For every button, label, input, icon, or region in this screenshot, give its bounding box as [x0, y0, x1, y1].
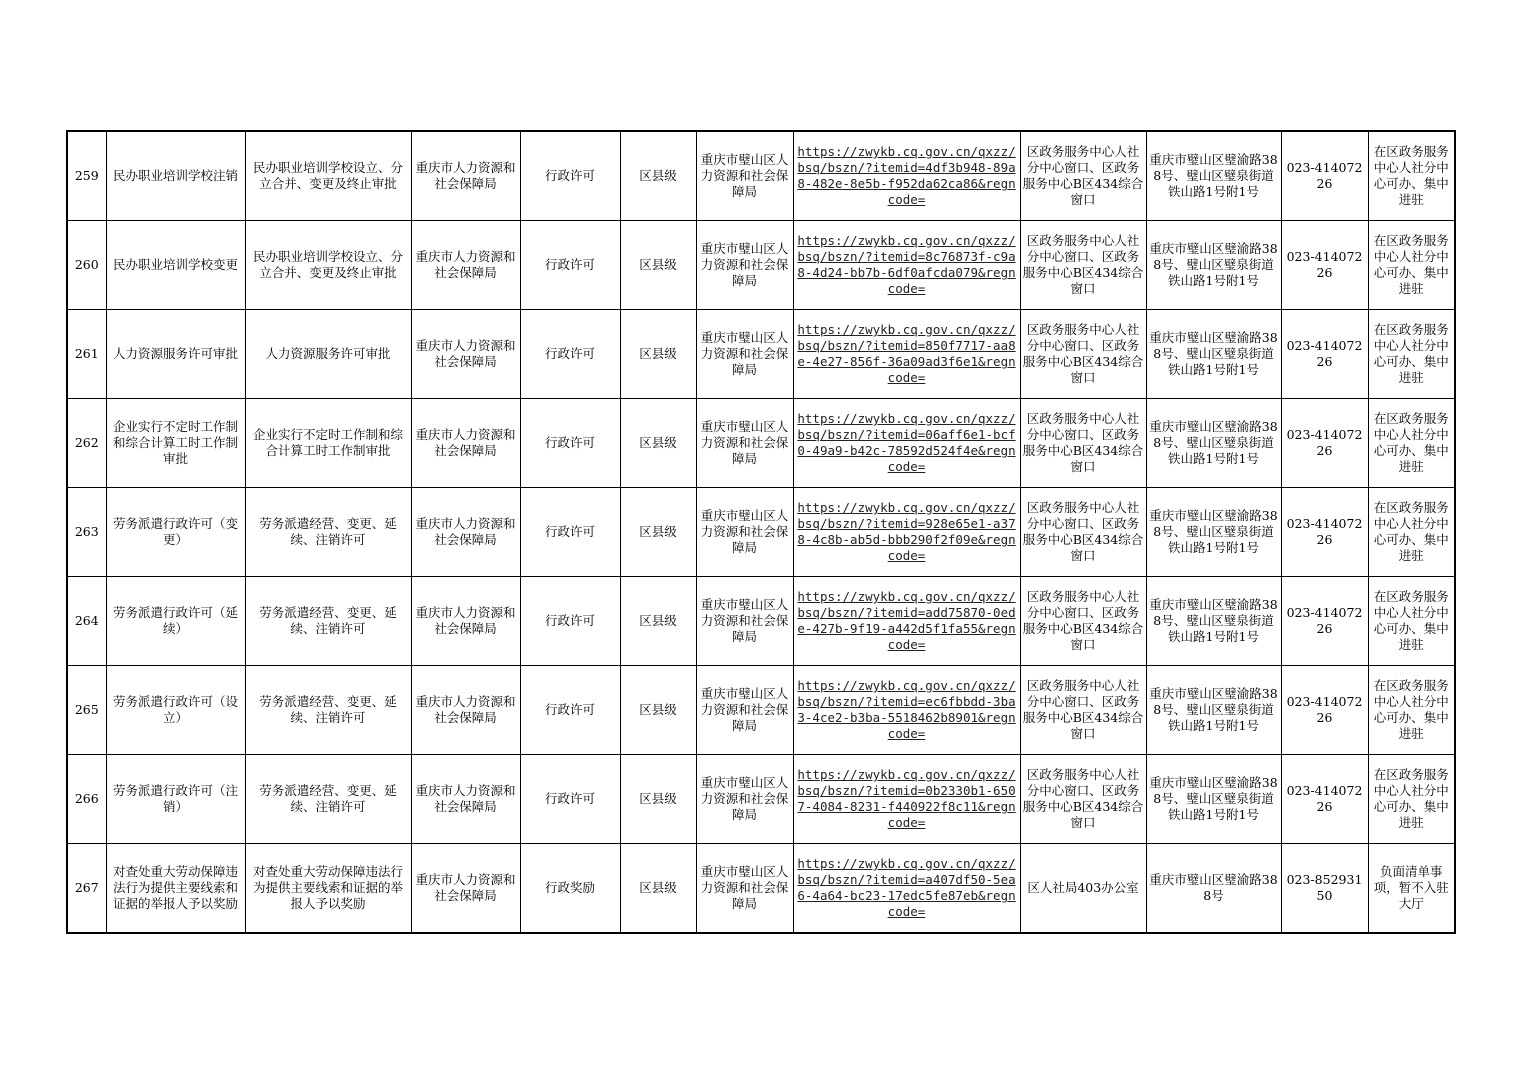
address-cell: 重庆市璧山区璧渝路388号、璧山区璧泉街道铁山路1号附1号	[1146, 310, 1281, 399]
office-cell: 重庆市璧山区人力资源和社会保障局	[696, 488, 793, 577]
address-cell: 重庆市璧山区璧渝路388号、璧山区璧泉街道铁山路1号附1号	[1146, 666, 1281, 755]
phone-cell: 023-41407226	[1281, 755, 1368, 844]
guide-link[interactable]: https://zwykb.cq.gov.cn/qxzz/bsq/bszn/?itemid=06aff6e1-bcf0-49a9-b42c-78592d524f4e&regncode=	[797, 411, 1016, 474]
service-window-cell: 区政务服务中心人社分中心窗口、区政务服务中心B区434综合窗口	[1020, 131, 1146, 221]
office-cell: 重庆市璧山区人力资源和社会保障局	[696, 844, 793, 934]
guide-link-cell	[793, 488, 1020, 577]
sub-item-cell: 民办职业培训学校设立、分立合并、变更及终止审批	[245, 131, 411, 221]
item-type-cell: 行政奖励	[520, 844, 620, 934]
level-cell: 区县级	[620, 844, 696, 934]
guide-link[interactable]: https://zwykb.cq.gov.cn/qxzz/bsq/bszn/?itemid=4df3b948-89a8-482e-8e5b-f952da62ca86&regncode=	[797, 144, 1016, 207]
item-type-cell: 行政许可	[520, 666, 620, 755]
item-name-cell: 对查处重大劳动保障违法行为提供主要线索和证据的举报人予以奖励	[106, 844, 245, 934]
guide-link-cell	[793, 755, 1020, 844]
department-cell: 重庆市人力资源和社会保障局	[411, 755, 520, 844]
department-cell: 重庆市人力资源和社会保障局	[411, 577, 520, 666]
office-cell: 重庆市璧山区人力资源和社会保障局	[696, 221, 793, 310]
office-cell: 重庆市璧山区人力资源和社会保障局	[696, 577, 793, 666]
note-cell: 在区政务服务中心人社分中心可办、集中进驻	[1368, 755, 1455, 844]
service-items-table	[66, 130, 1456, 934]
note-cell: 在区政务服务中心人社分中心可办、集中进驻	[1368, 221, 1455, 310]
item-type-cell: 行政许可	[520, 310, 620, 399]
row-number-cell: 262	[67, 399, 106, 488]
guide-link-cell	[793, 666, 1020, 755]
note-cell: 在区政务服务中心人社分中心可办、集中进驻	[1368, 666, 1455, 755]
level-cell: 区县级	[620, 399, 696, 488]
department-cell: 重庆市人力资源和社会保障局	[411, 221, 520, 310]
phone-cell: 023-41407226	[1281, 399, 1368, 488]
service-window-cell: 区政务服务中心人社分中心窗口、区政务服务中心B区434综合窗口	[1020, 221, 1146, 310]
guide-link-cell	[793, 577, 1020, 666]
item-name-cell: 劳务派遣行政许可（设立）	[106, 666, 245, 755]
row-number-cell: 266	[67, 755, 106, 844]
note-cell: 在区政务服务中心人社分中心可办、集中进驻	[1368, 577, 1455, 666]
item-type-cell: 行政许可	[520, 755, 620, 844]
note-cell: 在区政务服务中心人社分中心可办、集中进驻	[1368, 488, 1455, 577]
row-number-cell: 261	[67, 310, 106, 399]
guide-link[interactable]: https://zwykb.cq.gov.cn/qxzz/bsq/bszn/?itemid=928e65e1-a378-4c8b-ab5d-bbb290f2f09e&regncode=	[797, 500, 1016, 563]
item-name-cell: 劳务派遣行政许可（延续）	[106, 577, 245, 666]
item-name-cell: 民办职业培训学校注销	[106, 131, 245, 221]
guide-link[interactable]: https://zwykb.cq.gov.cn/qxzz/bsq/bszn/?itemid=add75870-0ede-427b-9f19-a442d5f1fa55&regncode=	[797, 589, 1016, 652]
note-cell: 负面清单事项，暂不入驻大厅	[1368, 844, 1455, 934]
table-row	[67, 310, 1455, 399]
row-number-cell: 263	[67, 488, 106, 577]
item-name-cell: 民办职业培训学校变更	[106, 221, 245, 310]
guide-link[interactable]: https://zwykb.cq.gov.cn/qxzz/bsq/bszn/?itemid=0b2330b1-6507-4084-8231-f440922f8c11&regncode=	[797, 767, 1016, 830]
row-number-cell: 259	[67, 131, 106, 221]
table-row	[67, 221, 1455, 310]
department-cell: 重庆市人力资源和社会保障局	[411, 844, 520, 934]
guide-link[interactable]: https://zwykb.cq.gov.cn/qxzz/bsq/bszn/?itemid=ec6fbbdd-3ba3-4ce2-b3ba-5518462b8901&regncode=	[797, 678, 1016, 741]
row-number-cell: 267	[67, 844, 106, 934]
level-cell: 区县级	[620, 666, 696, 755]
table-row	[67, 666, 1455, 755]
address-cell: 重庆市璧山区璧渝路388号、璧山区璧泉街道铁山路1号附1号	[1146, 131, 1281, 221]
phone-cell: 023-41407226	[1281, 221, 1368, 310]
item-name-cell: 企业实行不定时工作制和综合计算工时工作制审批	[106, 399, 245, 488]
service-window-cell: 区政务服务中心人社分中心窗口、区政务服务中心B区434综合窗口	[1020, 666, 1146, 755]
service-window-cell: 区政务服务中心人社分中心窗口、区政务服务中心B区434综合窗口	[1020, 399, 1146, 488]
phone-cell: 023-41407226	[1281, 488, 1368, 577]
table-row	[67, 755, 1455, 844]
guide-link[interactable]: https://zwykb.cq.gov.cn/qxzz/bsq/bszn/?itemid=850f7717-aa8e-4e27-856f-36a09ad3f6e1&regncode=	[797, 322, 1016, 385]
office-cell: 重庆市璧山区人力资源和社会保障局	[696, 310, 793, 399]
guide-link-cell	[793, 844, 1020, 934]
department-cell: 重庆市人力资源和社会保障局	[411, 488, 520, 577]
item-name-cell: 人力资源服务许可审批	[106, 310, 245, 399]
guide-link[interactable]: https://zwykb.cq.gov.cn/qxzz/bsq/bszn/?itemid=a407df50-5ea6-4a64-bc23-17edc5fe87eb&regncode=	[797, 856, 1016, 919]
phone-cell: 023-41407226	[1281, 666, 1368, 755]
office-cell: 重庆市璧山区人力资源和社会保障局	[696, 131, 793, 221]
service-window-cell: 区政务服务中心人社分中心窗口、区政务服务中心B区434综合窗口	[1020, 577, 1146, 666]
phone-cell: 023-85293150	[1281, 844, 1368, 934]
table-row	[67, 399, 1455, 488]
table-row	[67, 844, 1455, 934]
item-type-cell: 行政许可	[520, 488, 620, 577]
level-cell: 区县级	[620, 755, 696, 844]
sub-item-cell: 企业实行不定时工作制和综合计算工时工作制审批	[245, 399, 411, 488]
level-cell: 区县级	[620, 577, 696, 666]
service-window-cell: 区政务服务中心人社分中心窗口、区政务服务中心B区434综合窗口	[1020, 488, 1146, 577]
guide-link[interactable]: https://zwykb.cq.gov.cn/qxzz/bsq/bszn/?itemid=8c76873f-c9a8-4d24-bb7b-6df0afcda079&regncode=	[797, 233, 1016, 296]
sub-item-cell: 劳务派遣经营、变更、延续、注销许可	[245, 666, 411, 755]
sub-item-cell: 劳务派遣经营、变更、延续、注销许可	[245, 755, 411, 844]
office-cell: 重庆市璧山区人力资源和社会保障局	[696, 755, 793, 844]
level-cell: 区县级	[620, 310, 696, 399]
office-cell: 重庆市璧山区人力资源和社会保障局	[696, 399, 793, 488]
department-cell: 重庆市人力资源和社会保障局	[411, 399, 520, 488]
level-cell: 区县级	[620, 131, 696, 221]
sub-item-cell: 民办职业培训学校设立、分立合并、变更及终止审批	[245, 221, 411, 310]
address-cell: 重庆市璧山区璧渝路388号、璧山区璧泉街道铁山路1号附1号	[1146, 488, 1281, 577]
address-cell: 重庆市璧山区璧渝路388号	[1146, 844, 1281, 934]
service-window-cell: 区政务服务中心人社分中心窗口、区政务服务中心B区434综合窗口	[1020, 310, 1146, 399]
phone-cell: 023-41407226	[1281, 131, 1368, 221]
address-cell: 重庆市璧山区璧渝路388号、璧山区璧泉街道铁山路1号附1号	[1146, 221, 1281, 310]
office-cell: 重庆市璧山区人力资源和社会保障局	[696, 666, 793, 755]
guide-link-cell	[793, 221, 1020, 310]
service-window-cell: 区人社局403办公室	[1020, 844, 1146, 934]
table-row	[67, 488, 1455, 577]
table-row	[67, 577, 1455, 666]
note-cell: 在区政务服务中心人社分中心可办、集中进驻	[1368, 399, 1455, 488]
item-type-cell: 行政许可	[520, 131, 620, 221]
sub-item-cell: 劳务派遣经营、变更、延续、注销许可	[245, 488, 411, 577]
row-number-cell: 264	[67, 577, 106, 666]
level-cell: 区县级	[620, 221, 696, 310]
item-name-cell: 劳务派遣行政许可（变更）	[106, 488, 245, 577]
level-cell: 区县级	[620, 488, 696, 577]
department-cell: 重庆市人力资源和社会保障局	[411, 666, 520, 755]
address-cell: 重庆市璧山区璧渝路388号、璧山区璧泉街道铁山路1号附1号	[1146, 577, 1281, 666]
item-type-cell: 行政许可	[520, 221, 620, 310]
department-cell: 重庆市人力资源和社会保障局	[411, 310, 520, 399]
sub-item-cell: 对查处重大劳动保障违法行为提供主要线索和证据的举报人予以奖励	[245, 844, 411, 934]
item-type-cell: 行政许可	[520, 399, 620, 488]
table-row	[67, 131, 1455, 221]
address-cell: 重庆市璧山区璧渝路388号、璧山区璧泉街道铁山路1号附1号	[1146, 755, 1281, 844]
sub-item-cell: 劳务派遣经营、变更、延续、注销许可	[245, 577, 411, 666]
item-type-cell: 行政许可	[520, 577, 620, 666]
department-cell: 重庆市人力资源和社会保障局	[411, 131, 520, 221]
guide-link-cell	[793, 131, 1020, 221]
row-number-cell: 260	[67, 221, 106, 310]
phone-cell: 023-41407226	[1281, 577, 1368, 666]
item-name-cell: 劳务派遣行政许可（注销）	[106, 755, 245, 844]
guide-link-cell	[793, 399, 1020, 488]
guide-link-cell	[793, 310, 1020, 399]
note-cell: 在区政务服务中心人社分中心可办、集中进驻	[1368, 310, 1455, 399]
address-cell: 重庆市璧山区璧渝路388号、璧山区璧泉街道铁山路1号附1号	[1146, 399, 1281, 488]
phone-cell: 023-41407226	[1281, 310, 1368, 399]
sub-item-cell: 人力资源服务许可审批	[245, 310, 411, 399]
row-number-cell: 265	[67, 666, 106, 755]
note-cell: 在区政务服务中心人社分中心可办、集中进驻	[1368, 131, 1455, 221]
service-window-cell: 区政务服务中心人社分中心窗口、区政务服务中心B区434综合窗口	[1020, 755, 1146, 844]
